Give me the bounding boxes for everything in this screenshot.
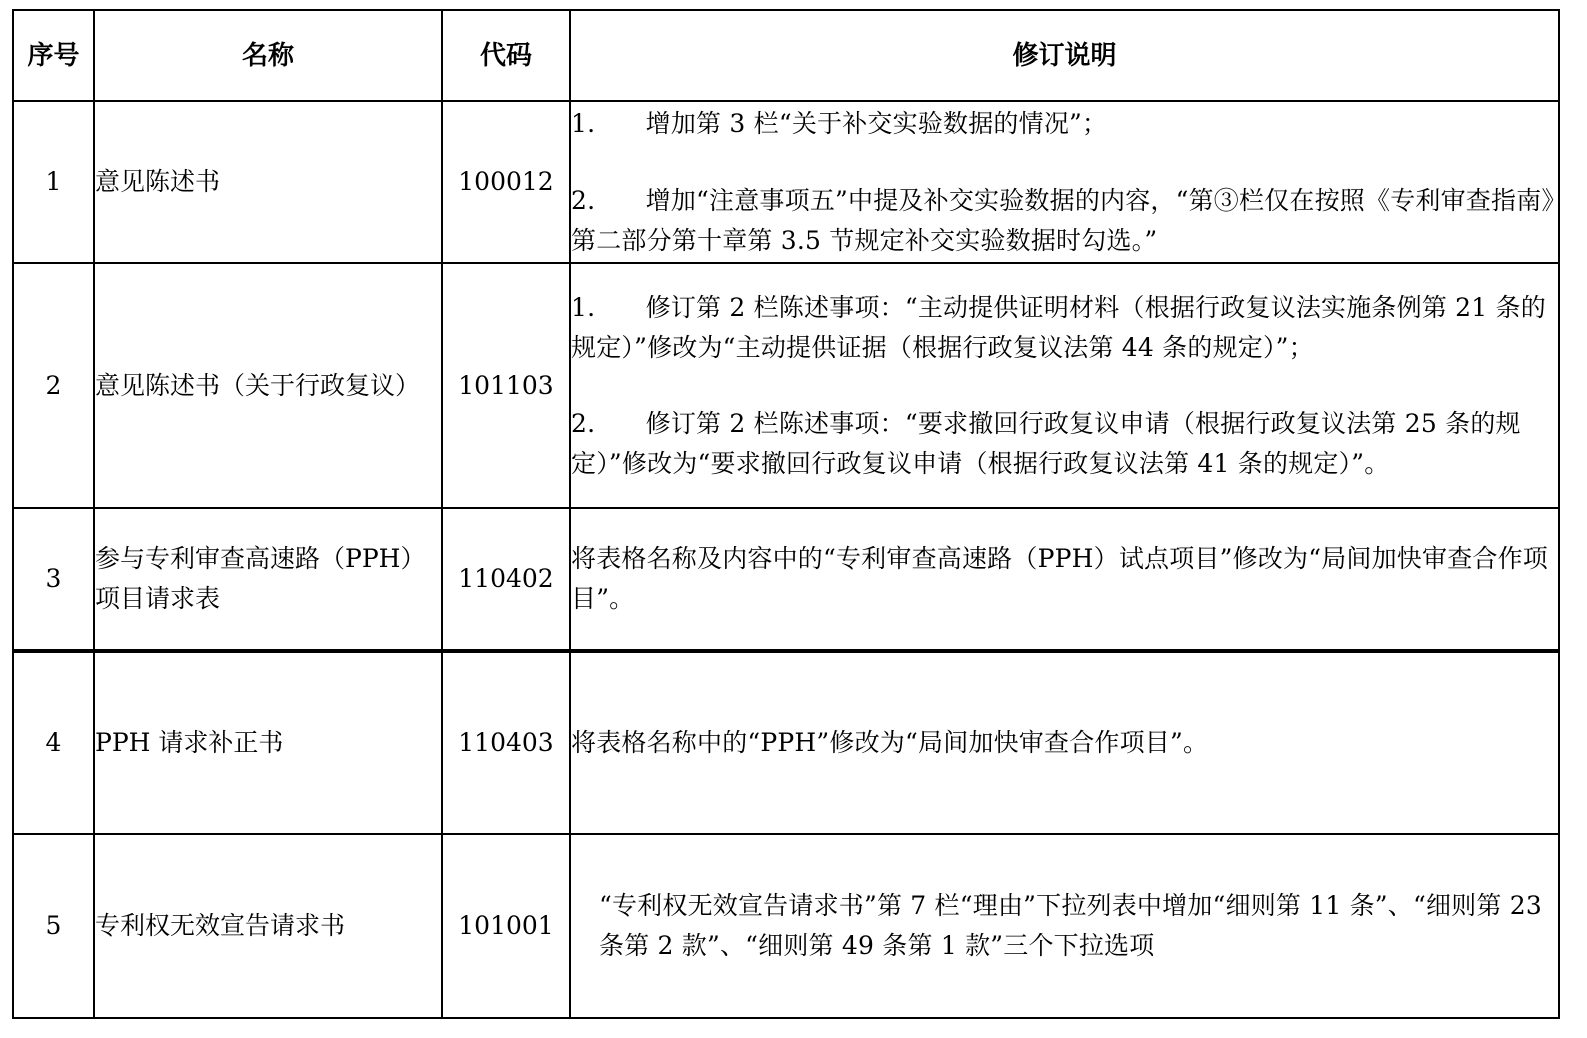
revision-note-item: 将表格名称中的“PPH”修改为“局间加快审查合作项目”。 — [571, 728, 1209, 757]
header-name: 名称 — [94, 10, 442, 101]
revision-note-item: 将表格名称及内容中的“专利审查高速路（PPH）试点项目”修改为“局间加快审查合作项目”。 — [571, 544, 1548, 613]
revision-note-item: “专利权无效宣告请求书”第 7 栏“理由”下拉列表中增加“细则第 11 条”、“细则第 23 条第 2 款”、“细则第 49 条第 1 款”三个下拉选项 — [599, 891, 1542, 960]
row-name: 意见陈述书（关于行政复议） — [94, 263, 442, 508]
revision-note-item: 1. 增加第 3 栏“关于补交实验数据的情况”； — [571, 108, 1108, 138]
revision-table — [12, 9, 1560, 1019]
row-revision-notes — [570, 834, 1559, 1018]
table-row — [13, 834, 1559, 1018]
row-code: 110403 — [442, 651, 570, 834]
table-row — [13, 101, 1559, 263]
revision-note-item: 2. 修订第 2 栏陈述事项：“要求撤回行政复议申请（根据行政复议法第 25 条的规定）”修改为“要求撤回行政复议申请（根据行政复议法第 41 条的规定）”。 — [571, 408, 1521, 478]
row-serial-no: 1 — [13, 101, 94, 263]
row-serial-no: 3 — [13, 508, 94, 651]
row-revision-notes — [570, 651, 1559, 834]
header-code: 代码 — [442, 10, 570, 101]
row-serial-no: 2 — [13, 263, 94, 508]
row-code: 110402 — [442, 508, 570, 651]
row-serial-no: 5 — [13, 834, 94, 1018]
table-row — [13, 651, 1559, 834]
row-code: 100012 — [442, 101, 570, 263]
row-revision-notes — [570, 101, 1559, 263]
row-name: 参与专利审查高速路（PPH）项目请求表 — [94, 508, 442, 651]
header-revision-notes: 修订说明 — [570, 10, 1559, 101]
table-row — [13, 263, 1559, 508]
row-name: 意见陈述书 — [94, 101, 442, 263]
row-revision-notes — [570, 508, 1559, 651]
row-serial-no: 4 — [13, 651, 94, 834]
row-revision-notes — [570, 263, 1559, 508]
row-code: 101001 — [442, 834, 570, 1018]
header-serial-no: 序号 — [13, 10, 94, 101]
revision-note-item: 1. 修订第 2 栏陈述事项：“主动提供证明材料（根据行政复议法实施条例第 21 条的规定）”修改为“主动提供证据（根据行政复议法第 44 条的规定）”； — [571, 292, 1546, 362]
row-name: 专利权无效宣告请求书 — [94, 834, 442, 1018]
table-row — [13, 508, 1559, 651]
header-row — [13, 10, 1559, 101]
revision-note-item: 2. 增加“注意事项五”中提及补交实验数据的内容，“第③栏仅在按照《专利审查指南》第二部分第十章第 3.5 节规定补交实验数据时勾选。” — [571, 185, 1555, 255]
row-name: PPH 请求补正书 — [94, 651, 442, 834]
row-code: 101103 — [442, 263, 570, 508]
